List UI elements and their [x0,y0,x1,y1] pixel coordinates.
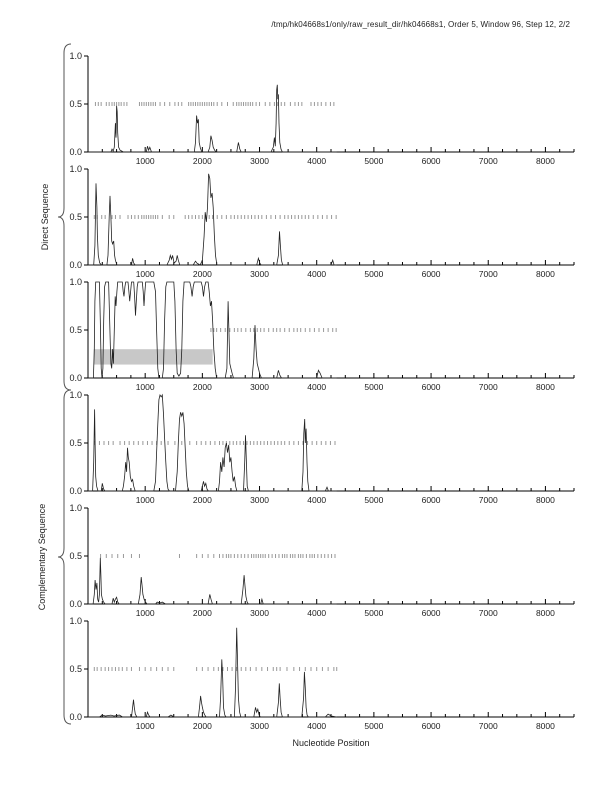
x-tick-label: 1000 [135,382,155,392]
y-tick-label: 1.0 [69,51,82,61]
y-tick-label: 0.5 [69,664,82,674]
y-tick-label: 0.5 [69,438,82,448]
x-tick-label: 3000 [250,269,269,279]
x-tick-label: 2000 [192,608,212,618]
y-tick-label: 1.0 [69,616,82,626]
x-tick-label: 4000 [307,156,327,166]
x-tick-label: 4000 [307,495,327,505]
y-tick-label: 1.0 [69,277,82,287]
x-tick-label: 3000 [250,495,269,505]
direct-sequence-group-label: Direct Sequence [40,183,50,251]
y-tick-label: 0.0 [69,260,82,270]
panel-direct-window-3 [0,278,612,398]
panel-complementary-window-2 [0,504,612,624]
x-tick-label: 5000 [364,382,384,392]
x-tick-label: 6000 [421,721,441,731]
x-tick-label: 5000 [364,495,384,505]
x-tick-label: 8000 [535,495,555,505]
x-tick-label: 7000 [478,156,498,166]
x-tick-label: 7000 [478,495,498,505]
x-tick-label: 5000 [364,156,384,166]
y-tick-label: 0.0 [69,712,82,722]
panel-complementary-window-1 [0,391,612,511]
x-tick-label: 8000 [535,269,555,279]
y-tick-label: 1.0 [69,164,82,174]
x-tick-label: 1000 [135,495,155,505]
x-tick-label: 3000 [250,721,269,731]
highlight-band [94,349,213,364]
y-tick-label: 0.0 [69,373,82,383]
x-tick-label: 4000 [307,269,327,279]
y-tick-label: 0.5 [69,212,82,222]
x-tick-label: 2000 [192,721,212,731]
x-tick-label: 1000 [135,269,155,279]
x-tick-label: 8000 [535,382,555,392]
x-tick-label: 2000 [192,156,212,166]
x-tick-label: 6000 [421,156,441,166]
x-tick-label: 8000 [535,156,555,166]
x-tick-label: 2000 [192,382,212,392]
x-tick-label: 7000 [478,382,498,392]
x-tick-label: 6000 [421,382,441,392]
y-tick-label: 0.5 [69,325,82,335]
x-axis-title: Nucleotide Position [292,738,370,748]
x-tick-label: 2000 [192,495,212,505]
y-tick-label: 0.5 [69,551,82,561]
panel-direct-window-1 [0,52,612,172]
x-tick-label: 3000 [250,382,269,392]
x-tick-label: 3000 [250,608,269,618]
x-tick-label: 4000 [307,608,327,618]
y-tick-label: 0.0 [69,147,82,157]
score-trace [88,628,337,717]
plot-title: /tmp/hk04668s1/only/raw_result_dir/hk04668s1, Order 5, Window 96, Step 12, 2/2 [271,20,570,29]
panel-direct-window-2 [0,165,612,285]
x-tick-label: 6000 [421,495,441,505]
y-tick-label: 0.5 [69,99,82,109]
x-tick-label: 1000 [135,721,155,731]
x-tick-label: 5000 [364,721,384,731]
y-tick-label: 1.0 [69,390,82,400]
x-tick-label: 4000 [307,721,327,731]
x-tick-label: 5000 [364,269,384,279]
x-tick-label: 4000 [307,382,327,392]
x-tick-label: 5000 [364,608,384,618]
panel-complementary-window-3 [0,617,612,737]
x-tick-label: 6000 [421,269,441,279]
x-tick-label: 3000 [250,156,269,166]
score-trace [88,395,337,491]
x-tick-label: 8000 [535,721,555,731]
score-trace [88,174,337,265]
x-tick-label: 2000 [192,269,212,279]
y-tick-label: 1.0 [69,503,82,513]
x-tick-label: 1000 [135,156,155,166]
complementary-sequence-group-label: Complementary Sequence [37,503,47,611]
y-tick-label: 0.0 [69,599,82,609]
x-tick-label: 7000 [478,269,498,279]
score-trace [88,85,337,152]
x-tick-label: 7000 [478,721,498,731]
x-tick-label: 1000 [135,608,155,618]
x-tick-label: 6000 [421,608,441,618]
y-tick-label: 0.0 [69,486,82,496]
x-tick-label: 8000 [535,608,555,618]
x-tick-label: 7000 [478,608,498,618]
score-trace [88,558,337,604]
